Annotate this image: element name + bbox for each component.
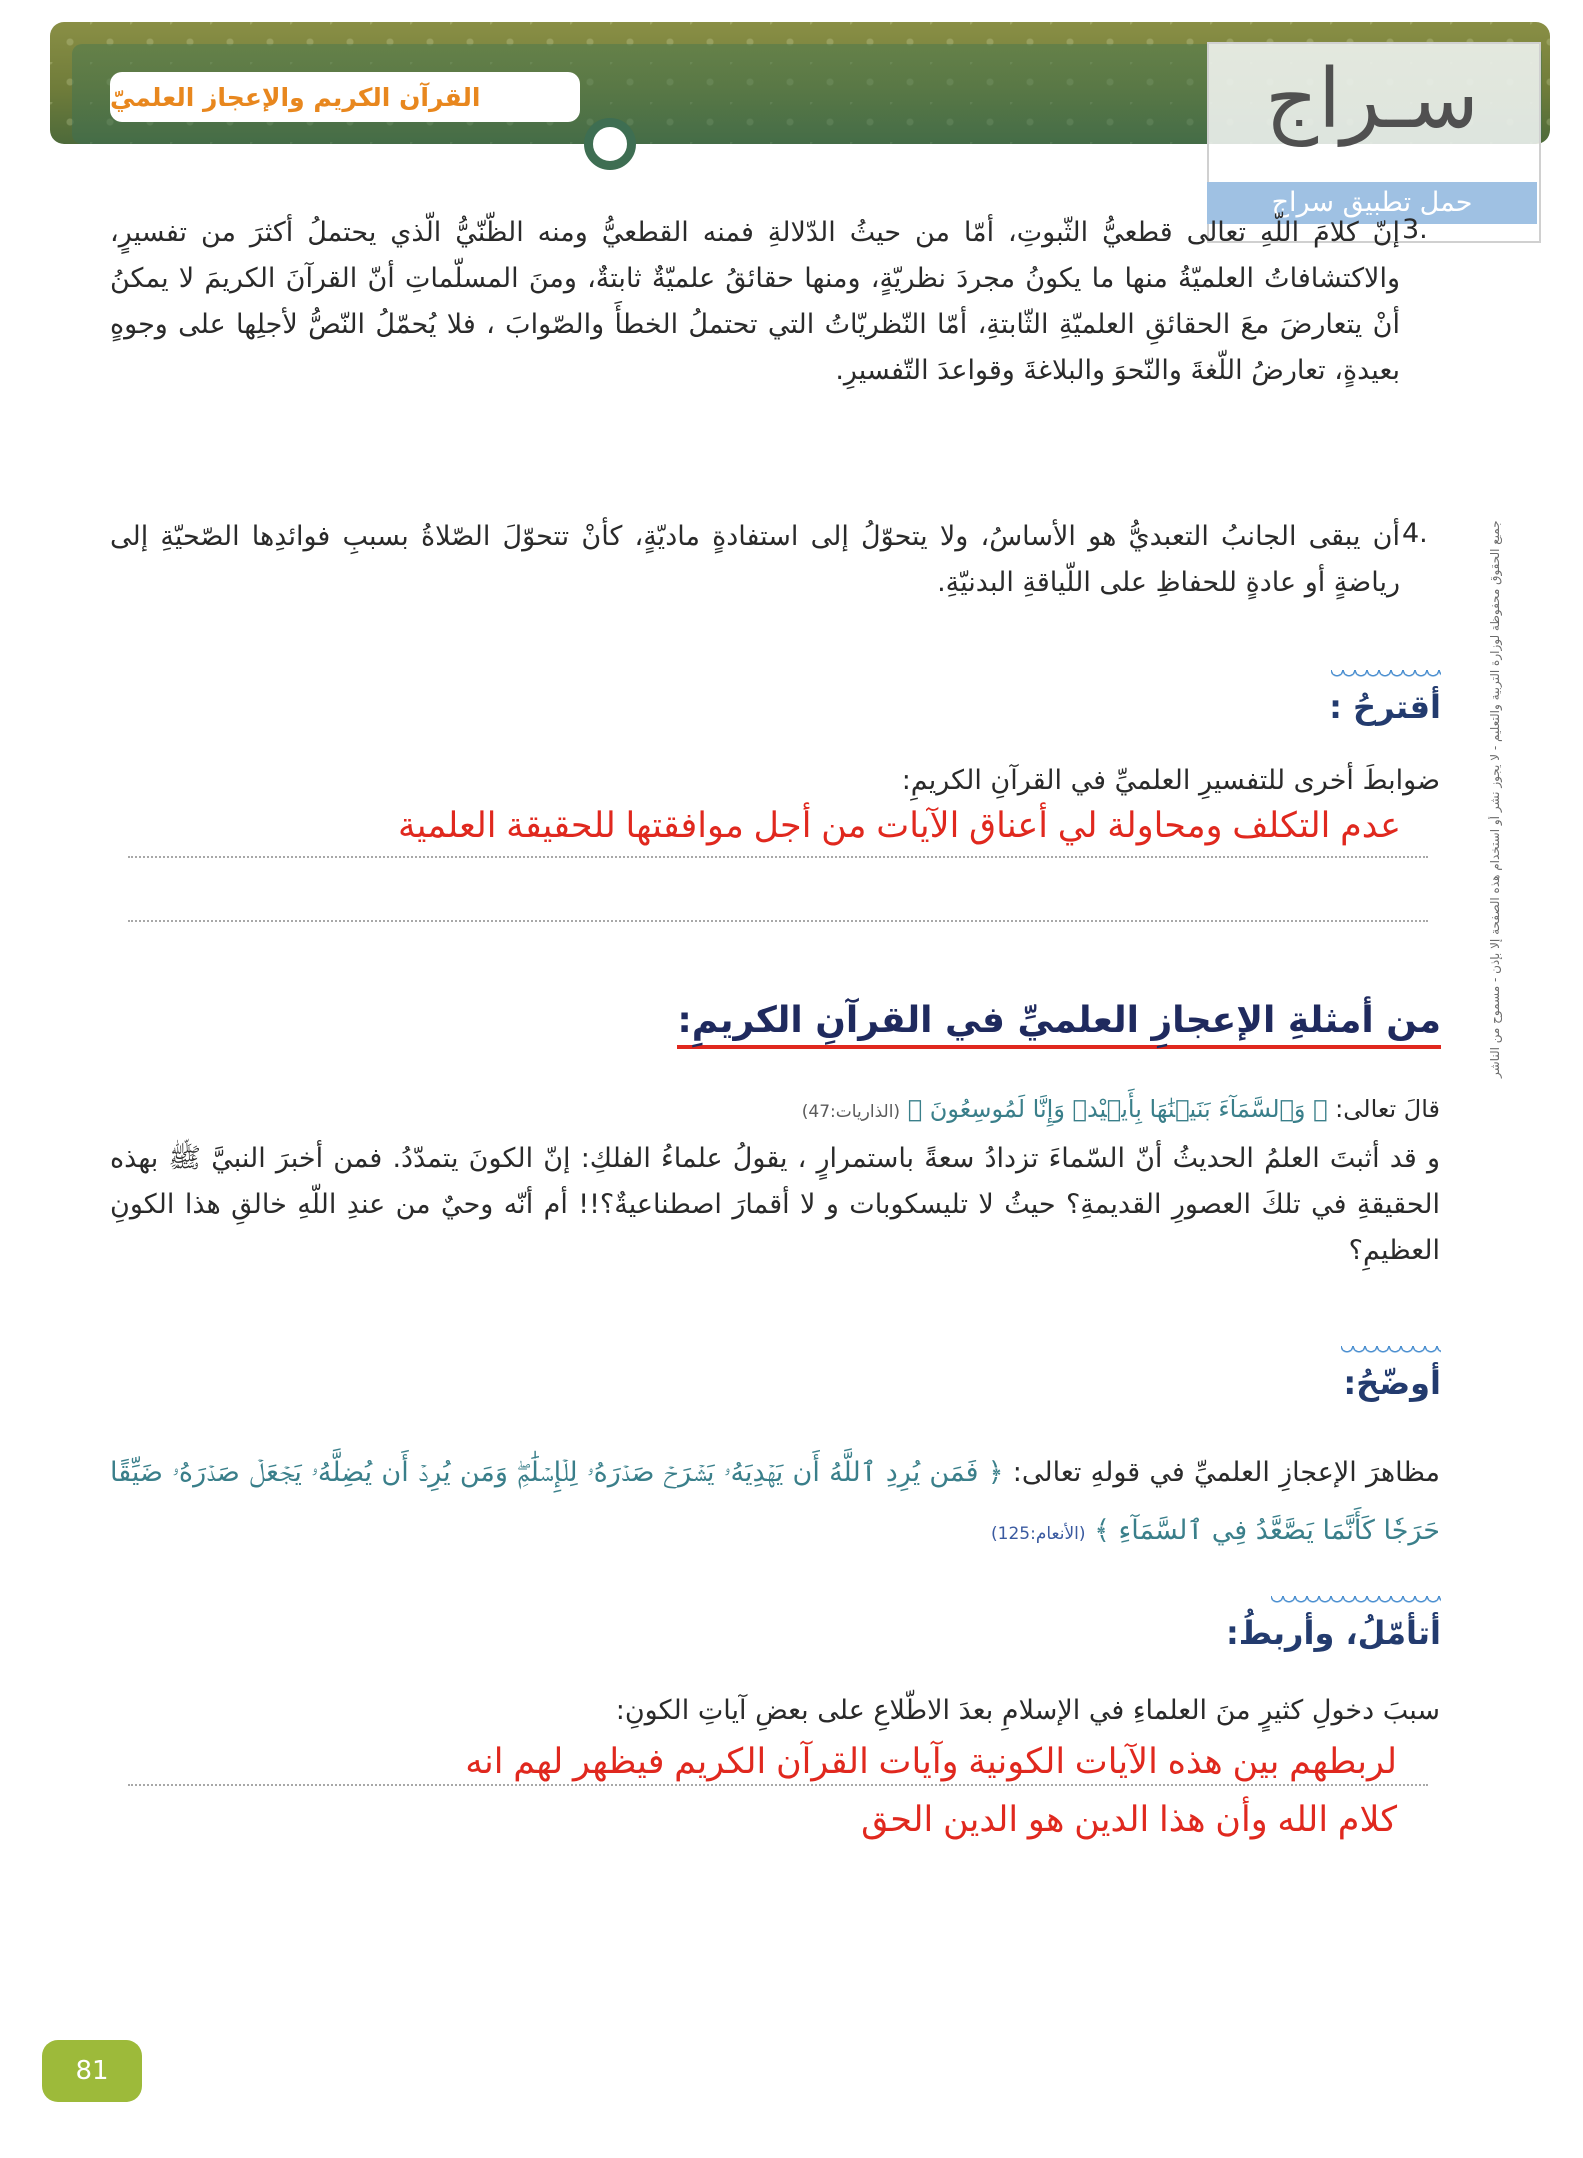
heading-wave — [1331, 670, 1441, 680]
explain-line — [110, 1444, 1440, 1563]
point-number: 3. — [1402, 214, 1428, 245]
examples-quote-line — [110, 1086, 1440, 1135]
chapter-title: القرآن الكريم والإعجاز العلميّ — [110, 72, 580, 122]
quote-reference: (الذاريات:47) — [801, 1102, 901, 1122]
reflect-answer-line: كلام الله وأن هذا الدين هو الدين الحق — [861, 1800, 1397, 1839]
suggest-prompt: ضوابطَ أخرى للتفسيرِ العلميِّ في القرآنِ الكريمِ: — [901, 765, 1440, 796]
reflect-prompt: سببَ دخولِ كثيرٍ منَ العلماءِ في الإسلامِ بعدَ الاطّلاعِ على بعضِ آياتِ الكونِ: — [615, 1695, 1440, 1726]
logo-text: سـراج — [1265, 52, 1479, 147]
suggest-heading: أقترحُ : — [1329, 688, 1441, 726]
explain-heading: أوضّحُ: — [1343, 1364, 1441, 1402]
point-number: 4. — [1402, 518, 1428, 549]
quote-reference: (الأنعام:125) — [991, 1524, 1086, 1544]
logo-subtitle: حمل تطبيق سراج — [1207, 182, 1537, 224]
heading-wave — [1341, 1346, 1441, 1356]
ring-ornament-icon — [584, 118, 636, 170]
reflect-answer-line: لربطهم بين هذه الآيات الكونية وآيات القرآن الكريم فيظهر لهم انه — [465, 1742, 1397, 1781]
explain-prompt: مظاهرَ الإعجازِ العلميِّ في قولهِ تعالى: — [1012, 1457, 1440, 1488]
quran-quote: ﴿ فَمَن يُرِدِ ٱللَّهُ أَن يَهۡدِيَهُۥ يَشۡرَحۡ صَدۡرَهُۥ لِلۡإِسۡلَٰمِۖ وَمَن يُرِدۡ أَن يُضِلَّهُۥ يَجۡعَلۡ صَدۡرَهُۥ ضَيِّقًا حَرَجٗا كَأَنَّمَا يَصَّعَّدُ فِي ٱلسَّمَآءِ ﴾ — [110, 1457, 1440, 1546]
answer-line — [128, 920, 1428, 922]
point-text: إنّ كلامَ اللّهِ تعالى قطعيُّ الثّبوتِ، أمّا من حيثُ الدّلالةِ فمنه القطعيُّ ومنه الظّنّيُّ الّذي يحتملُ أكثرَ من تفسيرٍ، والاكتشافاتُ العلميّةُ منها ما يكونُ مجردَ نظريّةٍ، ومنها حقائقُ علميّةٌ ثابتةٌ، ومنَ المسلّماتِ أنّ القرآنَ الكريمَ لا يمكنُ أنْ يتعارضَ معَ الحقائقِ العلميّةِ الثّابتةِ، أمّا النّظريّاتُ التي تحتملُ الخطأَ والصّوابَ ، فلا يُحمّلُ النّصُّ لأجلِها على وجوهٍ بعيدةٍ، تعارضُ اللّغةَ والنّحوَ والبلاغةَ وقواعدَ التّفسيرِ. — [110, 217, 1400, 386]
point-text: أن يبقى الجانبُ التعبديُّ هو الأساسُ، ولا يتحوّلُ إلى استفادةٍ ماديّةٍ، كأنْ تتحوّلَ الصّلاةُ بسببِ فوائدِها الصّحيّةِ إلى رياضةٍ أو عادةٍ للحفاظِ على اللّياقةِ البدنيّةِ. — [110, 521, 1400, 598]
page-number: 81 — [42, 2040, 142, 2102]
examples-heading: من أمثلةِ الإعجازِ العلميِّ في القرآنِ الكريمِ: — [677, 1000, 1441, 1049]
answer-line — [128, 856, 1428, 858]
copyright-side-note: جميع الحقوق محفوظة لوزارة التربية والتعليم - لا يجوز نشر أو استخدام هذه الصفحة إلا بإذن - مسموح من الناشر — [1488, 520, 1502, 1078]
heading-wave — [1271, 1596, 1441, 1606]
quote-intro: قالَ تعالى: — [1335, 1095, 1440, 1123]
quran-quote: ﴿ وَٱلسَّمَآءَ بَنَيۡنَٰهَا بِأَيۡيْدٖ وَإِنَّا لَمُوسِعُونَ ﴾ — [907, 1095, 1328, 1123]
examples-body: و قد أثبتَ العلمُ الحديثُ أنّ السّماءَ تزدادُ سعةً باستمرارٍ ، يقولُ علماءُ الفلكِ: إنّ الكونَ يتمدّدُ. فمن أخبرَ النبيَّ ﷺ بهذه الحقيقةِ في تلكَ العصورِ القديمةِ؟ حيثُ لا تليسكوبات و لا أقمارَ اصطناعيةٌ؟!! أم أنّه وحيٌ من عندِ اللّهِ خالقِ هذا الكونِ العظيمِ؟ — [110, 1143, 1440, 1266]
answer-line — [128, 1784, 1428, 1786]
reflect-heading: أتأمّلُ، وأربطُ: — [1225, 1614, 1441, 1652]
suggest-answer: عدم التكلف ومحاولة لي أعناق الآيات من أجل موافقتها للحقيقة العلمية — [398, 806, 1401, 845]
